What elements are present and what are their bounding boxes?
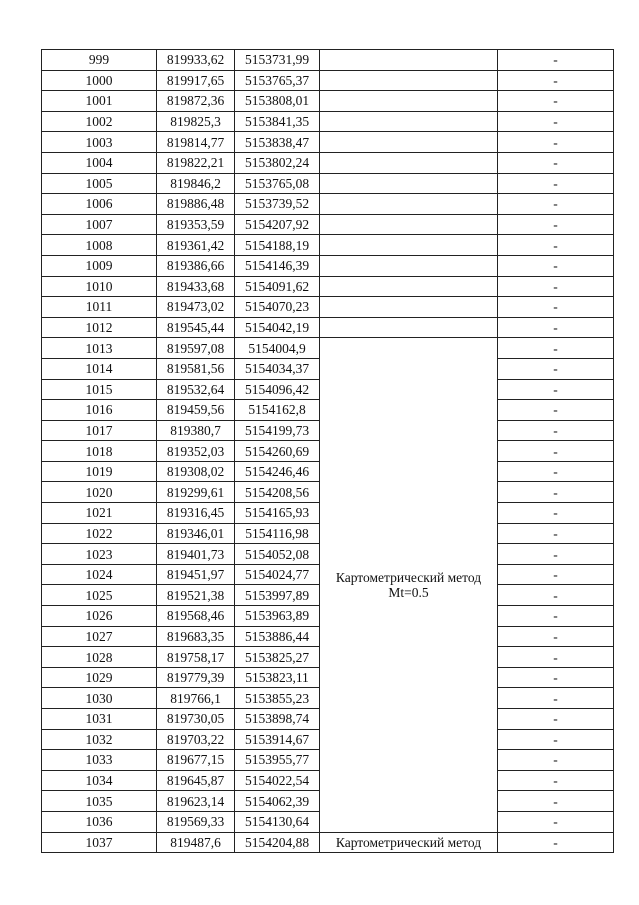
y-coordinate-cell: 5153731,99 xyxy=(235,50,320,71)
y-coordinate-cell: 5154042,19 xyxy=(235,317,320,338)
x-coordinate-cell: 819308,02 xyxy=(157,461,235,482)
y-coordinate-cell: 5154188,19 xyxy=(235,235,320,256)
note-cell: - xyxy=(498,358,614,379)
table-row xyxy=(42,194,614,215)
note-cell: - xyxy=(498,235,614,256)
table-row xyxy=(42,70,614,91)
y-coordinate-cell: 5153808,01 xyxy=(235,91,320,112)
table-row xyxy=(42,50,614,71)
x-coordinate-cell: 819645,87 xyxy=(157,770,235,791)
note-cell: - xyxy=(498,317,614,338)
y-coordinate-cell: 5154146,39 xyxy=(235,255,320,276)
note-cell: - xyxy=(498,461,614,482)
y-coordinate-cell: 5153739,52 xyxy=(235,194,320,215)
y-coordinate-cell: 5153823,11 xyxy=(235,667,320,688)
y-coordinate-cell: 5154116,98 xyxy=(235,523,320,544)
note-cell: - xyxy=(498,585,614,606)
point-number-cell: 1037 xyxy=(42,832,157,853)
note-cell: - xyxy=(498,420,614,441)
note-cell: - xyxy=(498,441,614,462)
method-cell xyxy=(320,111,498,132)
y-coordinate-cell: 5153855,23 xyxy=(235,688,320,709)
point-number-cell: 1034 xyxy=(42,770,157,791)
y-coordinate-cell: 5153886,44 xyxy=(235,626,320,647)
note-cell: - xyxy=(498,111,614,132)
y-coordinate-cell: 5153963,89 xyxy=(235,606,320,627)
point-number-cell: 1009 xyxy=(42,255,157,276)
note-cell: - xyxy=(498,811,614,832)
point-number-cell: 1002 xyxy=(42,111,157,132)
x-coordinate-cell: 819623,14 xyxy=(157,791,235,812)
x-coordinate-cell: 819487,6 xyxy=(157,832,235,853)
point-number-cell: 1033 xyxy=(42,750,157,771)
y-coordinate-cell: 5153997,89 xyxy=(235,585,320,606)
point-number-cell: 1013 xyxy=(42,338,157,359)
point-number-cell: 1011 xyxy=(42,297,157,318)
note-cell: - xyxy=(498,544,614,565)
table-row xyxy=(42,317,614,338)
y-coordinate-cell: 5154052,08 xyxy=(235,544,320,565)
point-number-cell: 1000 xyxy=(42,70,157,91)
y-coordinate-cell: 5153914,67 xyxy=(235,729,320,750)
note-cell: - xyxy=(498,647,614,668)
point-number-cell: 1016 xyxy=(42,400,157,421)
note-cell: - xyxy=(498,503,614,524)
x-coordinate-cell: 819451,97 xyxy=(157,564,235,585)
x-coordinate-cell: 819917,65 xyxy=(157,70,235,91)
x-coordinate-cell: 819872,36 xyxy=(157,91,235,112)
point-number-cell: 1017 xyxy=(42,420,157,441)
point-number-cell: 1004 xyxy=(42,152,157,173)
y-coordinate-cell: 5154199,73 xyxy=(235,420,320,441)
note-cell: - xyxy=(498,750,614,771)
table-row xyxy=(42,297,614,318)
point-number-cell: 1023 xyxy=(42,544,157,565)
table-row xyxy=(42,235,614,256)
note-cell: - xyxy=(498,297,614,318)
method-cell xyxy=(320,235,498,256)
note-cell: - xyxy=(498,338,614,359)
y-coordinate-cell: 5153765,08 xyxy=(235,173,320,194)
note-cell: - xyxy=(498,606,614,627)
accuracy-label: Mt=0.5 xyxy=(388,584,429,600)
point-number-cell: 1028 xyxy=(42,647,157,668)
x-coordinate-cell: 819346,01 xyxy=(157,523,235,544)
note-cell: - xyxy=(498,379,614,400)
table-row xyxy=(42,91,614,112)
y-coordinate-cell: 5154004,9 xyxy=(235,338,320,359)
x-coordinate-cell: 819886,48 xyxy=(157,194,235,215)
x-coordinate-cell: 819353,59 xyxy=(157,214,235,235)
method-cell-merged xyxy=(320,338,498,832)
note-cell: - xyxy=(498,523,614,544)
method-cell xyxy=(320,70,498,91)
x-coordinate-cell: 819814,77 xyxy=(157,132,235,153)
y-coordinate-cell: 5153841,35 xyxy=(235,111,320,132)
note-cell: - xyxy=(498,791,614,812)
point-number-cell: 1020 xyxy=(42,482,157,503)
x-coordinate-cell: 819581,56 xyxy=(157,358,235,379)
point-number-cell: 999 xyxy=(42,50,157,71)
method-cell xyxy=(320,50,498,71)
x-coordinate-cell: 819933,62 xyxy=(157,50,235,71)
point-number-cell: 1021 xyxy=(42,503,157,524)
point-number-cell: 1014 xyxy=(42,358,157,379)
method-cell xyxy=(320,276,498,297)
x-coordinate-cell: 819822,21 xyxy=(157,152,235,173)
x-coordinate-cell: 819677,15 xyxy=(157,750,235,771)
point-number-cell: 1003 xyxy=(42,132,157,153)
y-coordinate-cell: 5154062,39 xyxy=(235,791,320,812)
table-row xyxy=(42,338,614,359)
point-number-cell: 1027 xyxy=(42,626,157,647)
x-coordinate-cell: 819299,61 xyxy=(157,482,235,503)
y-coordinate-cell: 5154207,92 xyxy=(235,214,320,235)
point-number-cell: 1018 xyxy=(42,441,157,462)
point-number-cell: 1005 xyxy=(42,173,157,194)
x-coordinate-cell: 819361,42 xyxy=(157,235,235,256)
method-cell xyxy=(320,152,498,173)
y-coordinate-cell: 5153838,47 xyxy=(235,132,320,153)
point-number-cell: 1024 xyxy=(42,564,157,585)
y-coordinate-cell: 5153802,24 xyxy=(235,152,320,173)
note-cell: - xyxy=(498,173,614,194)
y-coordinate-cell: 5154204,88 xyxy=(235,832,320,853)
x-coordinate-cell: 819386,66 xyxy=(157,255,235,276)
point-number-cell: 1036 xyxy=(42,811,157,832)
y-coordinate-cell: 5154260,69 xyxy=(235,441,320,462)
x-coordinate-cell: 819532,64 xyxy=(157,379,235,400)
method-cell: Картометрический метод xyxy=(320,832,498,853)
note-cell: - xyxy=(498,132,614,153)
x-coordinate-cell: 819766,1 xyxy=(157,688,235,709)
note-cell: - xyxy=(498,564,614,585)
note-cell: - xyxy=(498,255,614,276)
note-cell: - xyxy=(498,70,614,91)
x-coordinate-cell: 819703,22 xyxy=(157,729,235,750)
note-cell: - xyxy=(498,667,614,688)
point-number-cell: 1030 xyxy=(42,688,157,709)
coordinates-table xyxy=(41,49,614,853)
method-cell xyxy=(320,91,498,112)
note-cell: - xyxy=(498,688,614,709)
x-coordinate-cell: 819683,35 xyxy=(157,626,235,647)
y-coordinate-cell: 5154096,42 xyxy=(235,379,320,400)
x-coordinate-cell: 819545,44 xyxy=(157,317,235,338)
method-cell xyxy=(320,255,498,276)
x-coordinate-cell: 819380,7 xyxy=(157,420,235,441)
point-number-cell: 1015 xyxy=(42,379,157,400)
x-coordinate-cell: 819316,45 xyxy=(157,503,235,524)
method-cell xyxy=(320,132,498,153)
y-coordinate-cell: 5154130,64 xyxy=(235,811,320,832)
note-cell: - xyxy=(498,276,614,297)
y-coordinate-cell: 5154091,62 xyxy=(235,276,320,297)
x-coordinate-cell: 819758,17 xyxy=(157,647,235,668)
y-coordinate-cell: 5154208,56 xyxy=(235,482,320,503)
point-number-cell: 1012 xyxy=(42,317,157,338)
table-row xyxy=(42,276,614,297)
method-cell xyxy=(320,317,498,338)
y-coordinate-cell: 5154162,8 xyxy=(235,400,320,421)
y-coordinate-cell: 5154022,54 xyxy=(235,770,320,791)
point-number-cell: 1019 xyxy=(42,461,157,482)
note-cell: - xyxy=(498,709,614,730)
note-cell: - xyxy=(498,400,614,421)
point-number-cell: 1032 xyxy=(42,729,157,750)
y-coordinate-cell: 5153955,77 xyxy=(235,750,320,771)
note-cell: - xyxy=(498,482,614,503)
x-coordinate-cell: 819730,05 xyxy=(157,709,235,730)
note-cell: - xyxy=(498,770,614,791)
table-body xyxy=(42,50,614,853)
method-label: Картометрический метод xyxy=(335,569,482,585)
method-cell xyxy=(320,214,498,235)
point-number-cell: 1010 xyxy=(42,276,157,297)
point-number-cell: 1035 xyxy=(42,791,157,812)
note-cell: - xyxy=(498,194,614,215)
x-coordinate-cell: 819521,38 xyxy=(157,585,235,606)
table-row xyxy=(42,832,614,853)
table-row xyxy=(42,132,614,153)
method-cell xyxy=(320,297,498,318)
note-cell: - xyxy=(498,626,614,647)
point-number-cell: 1026 xyxy=(42,606,157,627)
y-coordinate-cell: 5153898,74 xyxy=(235,709,320,730)
note-cell: - xyxy=(498,152,614,173)
y-coordinate-cell: 5154034,37 xyxy=(235,358,320,379)
point-number-cell: 1008 xyxy=(42,235,157,256)
x-coordinate-cell: 819568,46 xyxy=(157,606,235,627)
x-coordinate-cell: 819779,39 xyxy=(157,667,235,688)
point-number-cell: 1007 xyxy=(42,214,157,235)
table-row xyxy=(42,255,614,276)
x-coordinate-cell: 819846,2 xyxy=(157,173,235,194)
x-coordinate-cell: 819473,02 xyxy=(157,297,235,318)
y-coordinate-cell: 5154024,77 xyxy=(235,564,320,585)
table-row xyxy=(42,111,614,132)
point-number-cell: 1031 xyxy=(42,709,157,730)
method-cell xyxy=(320,173,498,194)
x-coordinate-cell: 819597,08 xyxy=(157,338,235,359)
y-coordinate-cell: 5153825,27 xyxy=(235,647,320,668)
point-number-cell: 1001 xyxy=(42,91,157,112)
x-coordinate-cell: 819569,33 xyxy=(157,811,235,832)
x-coordinate-cell: 819433,68 xyxy=(157,276,235,297)
note-cell: - xyxy=(498,214,614,235)
point-number-cell: 1025 xyxy=(42,585,157,606)
method-cell xyxy=(320,194,498,215)
y-coordinate-cell: 5154165,93 xyxy=(235,503,320,524)
x-coordinate-cell: 819401,73 xyxy=(157,544,235,565)
note-cell: - xyxy=(498,91,614,112)
y-coordinate-cell: 5154070,23 xyxy=(235,297,320,318)
point-number-cell: 1006 xyxy=(42,194,157,215)
table-row xyxy=(42,173,614,194)
table-row xyxy=(42,214,614,235)
note-cell: - xyxy=(498,729,614,750)
note-cell: - xyxy=(498,832,614,853)
point-number-cell: 1029 xyxy=(42,667,157,688)
note-cell: - xyxy=(498,50,614,71)
x-coordinate-cell: 819825,3 xyxy=(157,111,235,132)
x-coordinate-cell: 819352,03 xyxy=(157,441,235,462)
y-coordinate-cell: 5153765,37 xyxy=(235,70,320,91)
x-coordinate-cell: 819459,56 xyxy=(157,400,235,421)
table-row xyxy=(42,152,614,173)
point-number-cell: 1022 xyxy=(42,523,157,544)
y-coordinate-cell: 5154246,46 xyxy=(235,461,320,482)
